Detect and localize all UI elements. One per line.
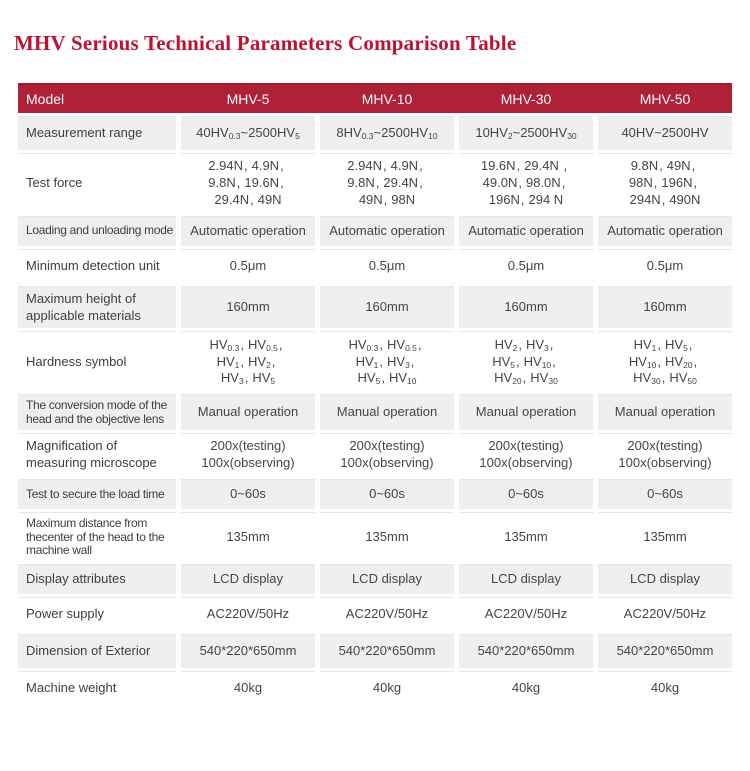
cell-value: LCD display xyxy=(320,564,454,594)
cell-value: LCD display xyxy=(459,564,593,594)
cell-value: Automatic operation xyxy=(320,216,454,246)
cell-value: 135mm xyxy=(320,512,454,561)
cell-value: 0.5μm xyxy=(181,249,315,283)
cell-value: 540*220*650mm xyxy=(181,634,315,668)
table-body xyxy=(18,116,732,705)
table-row xyxy=(18,512,732,561)
cell-value: 0~60s xyxy=(598,479,732,509)
cell-value: Manual operation xyxy=(320,394,454,430)
cell-value: AC220V/50Hz xyxy=(598,597,732,631)
row-label: Test to secure the load time xyxy=(18,479,176,509)
table-row xyxy=(18,671,732,705)
header-cell-mhv-50: MHV-50 xyxy=(639,91,691,107)
cell-value: Manual operation xyxy=(598,394,732,430)
cell-value: 135mm xyxy=(181,512,315,561)
cell-value: Manual operation xyxy=(459,394,593,430)
row-label: Dimension of Exterior xyxy=(18,634,176,668)
row-label: Hardness symbol xyxy=(18,331,176,391)
row-label: The conversion mode of the head and the objective lens xyxy=(18,394,176,430)
cell-value: 135mm xyxy=(459,512,593,561)
table-row xyxy=(18,216,732,246)
header-cell-mhv-5: MHV-5 xyxy=(226,91,270,107)
cell-value: LCD display xyxy=(181,564,315,594)
cell-value: 0.5μm xyxy=(459,249,593,283)
cell-value: $10HV_2\sim 2500HV_{30}$ xyxy=(459,116,593,150)
table-row xyxy=(18,331,732,391)
table-row xyxy=(18,597,732,631)
cell-value: 160mm xyxy=(181,286,315,329)
row-label: Test force xyxy=(18,153,176,213)
cell-value: Automatic operation xyxy=(598,216,732,246)
cell-value: $HV_{0.3}$, $HV_{0.5}$, $HV_1$, $HV_3$, $HV_5$, $HV_{10}$ xyxy=(320,331,454,391)
cell-value: AC220V/50Hz xyxy=(459,597,593,631)
table-row xyxy=(18,433,732,476)
cell-value: 40kg xyxy=(320,671,454,705)
cell-value: 540*220*650mm xyxy=(598,634,732,668)
cell-value: Automatic operation xyxy=(459,216,593,246)
row-label: Loading and unloading mode xyxy=(18,216,176,246)
cell-value: Automatic operation xyxy=(181,216,315,246)
header-cell-mhv-30: MHV-30 xyxy=(500,91,552,107)
cell-value: Manual operation xyxy=(181,394,315,430)
table-header xyxy=(18,83,732,113)
header-cell-model: Model xyxy=(26,91,65,107)
cell-value: 540*220*650mm xyxy=(459,634,593,668)
table-row xyxy=(18,479,732,509)
cell-value: 40kg xyxy=(181,671,315,705)
row-label: Display attributes xyxy=(18,564,176,594)
cell-value: $HV_1$, $HV_5$, $HV_{10}$, $HV_{20}$, $HV_{30}$, $HV_{50}$ xyxy=(598,331,732,391)
row-label: Minimum detection unit xyxy=(18,249,176,283)
cell-value: 0~60s xyxy=(459,479,593,509)
cell-value: 2.94N, 4.9N, 9.8N, 29.4N, 49N, 98N xyxy=(320,153,454,213)
cell-value: 160mm xyxy=(320,286,454,329)
row-label: Power supply xyxy=(18,597,176,631)
page-title: MHV Serious Technical Parameters Comparison Table xyxy=(14,31,517,55)
table-row xyxy=(18,286,732,329)
row-label: Maximum distance from thecenter of the head to the machine wall xyxy=(18,512,176,561)
cell-value: 9.8N, 49N, 98N, 196N, 294N, 490N xyxy=(598,153,732,213)
cell-value: $HV_{0.3}$, $HV_{0.5}$, $HV_1$, $HV_2$, $HV_3$, $HV_5$ xyxy=(181,331,315,391)
cell-value: 200x(testing) 100x(observing) xyxy=(459,433,593,476)
cell-value: 0~60s xyxy=(181,479,315,509)
cell-value: 135mm xyxy=(598,512,732,561)
cell-value: 0~60s xyxy=(320,479,454,509)
cell-value: 540*220*650mm xyxy=(320,634,454,668)
cell-value: 2.94N, 4.9N, 9.8N, 19.6N, 29.4N, 49N xyxy=(181,153,315,213)
cell-value: 200x(testing) 100x(observing) xyxy=(598,433,732,476)
row-label: Magnification of measuring microscope xyxy=(18,433,176,476)
cell-value: 40HV~2500HV xyxy=(598,116,732,150)
cell-value: $40HV_{0.3}\sim 2500HV_5$ xyxy=(181,116,315,150)
cell-value: 200x(testing) 100x(observing) xyxy=(181,433,315,476)
cell-value: AC220V/50Hz xyxy=(181,597,315,631)
table-row xyxy=(18,394,732,430)
row-label: Machine weight xyxy=(18,671,176,705)
table-row xyxy=(18,634,732,668)
cell-value: 0.5μm xyxy=(320,249,454,283)
parameters-table xyxy=(18,83,732,705)
cell-value: 200x(testing) 100x(observing) xyxy=(320,433,454,476)
cell-value: AC220V/50Hz xyxy=(320,597,454,631)
cell-value: LCD display xyxy=(598,564,732,594)
header-cell-mhv-10: MHV-10 xyxy=(361,91,413,107)
cell-value: $8HV_{0.3}\sim 2500HV_{10}$ xyxy=(320,116,454,150)
row-label: Measurement range xyxy=(18,116,176,150)
table-row xyxy=(18,249,732,283)
table-row xyxy=(18,116,732,150)
cell-value: $HV_2$, $HV_3$, $HV_5$, $HV_{10}$, $HV_{20}$, $HV_{30}$ xyxy=(459,331,593,391)
cell-value: 40kg xyxy=(598,671,732,705)
cell-value: 19.6N, 29.4N , 49.0N, 98.0N, 196N, 294 N xyxy=(459,153,593,213)
table-row xyxy=(18,153,732,213)
row-label: Maximum height of applicable materials xyxy=(18,286,176,329)
cell-value: 160mm xyxy=(459,286,593,329)
table-row xyxy=(18,564,732,594)
cell-value: 0.5μm xyxy=(598,249,732,283)
cell-value: 160mm xyxy=(598,286,732,329)
cell-value: 40kg xyxy=(459,671,593,705)
